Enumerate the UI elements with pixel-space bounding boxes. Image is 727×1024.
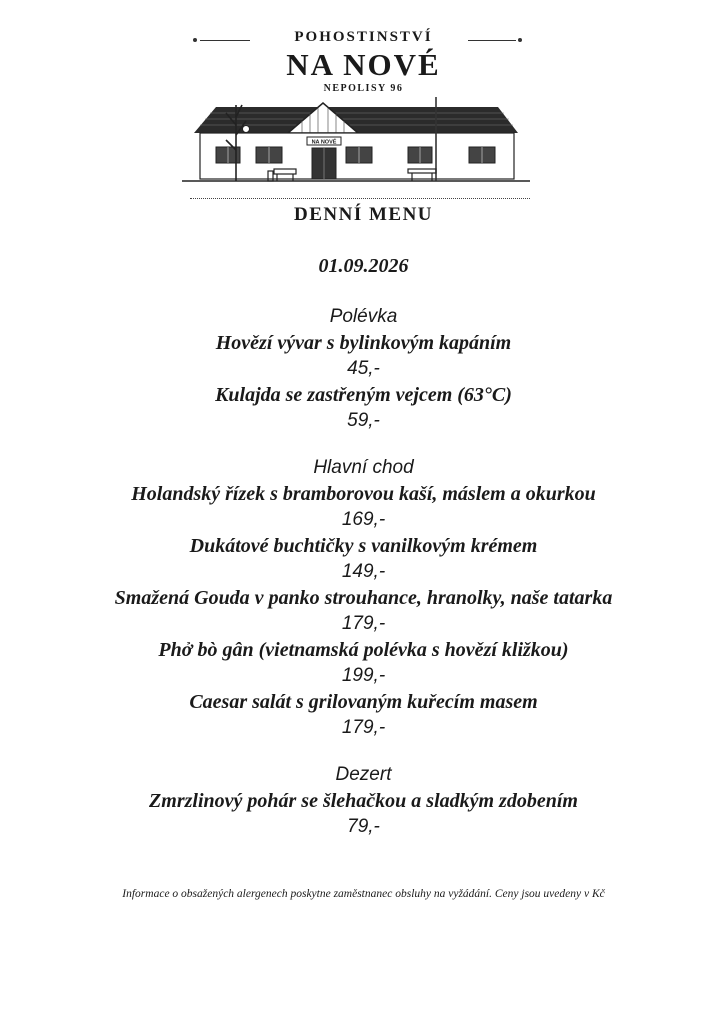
venue-name: NA NOVÉ: [286, 47, 441, 82]
menu-item-name: Caesar salát s grilovaným kuřecím masem: [189, 691, 538, 713]
menu-item-price: 79,-: [347, 816, 380, 837]
menu-list: [0, 304, 727, 861]
building-illustration: [180, 95, 535, 190]
venue-address: NEPOLISY 96: [323, 83, 404, 94]
menu-item-price: 59,-: [347, 410, 380, 431]
menu-item-name: Phở bò gân (vietnamská polévka s hovězí kližkou): [158, 639, 569, 661]
section-title: Dezert: [335, 764, 392, 785]
dotted-divider: [190, 198, 530, 199]
menu-item-name: Dukátové buchtičky s vanilkovým krémem: [189, 535, 538, 557]
menu-item-price: 179,-: [341, 717, 386, 738]
allergen-footnote: Informace o obsažených alergenech poskytne zaměstnanec obsluhy na vyžádání. Ceny jsou uvedeny v Kč: [122, 888, 605, 900]
venue-type: POHOSTINSTVÍ: [294, 29, 433, 45]
menu-item-price: 169,-: [341, 509, 386, 530]
menu-item-name: Holandský řízek s bramborovou kaší, máslem a okurkou: [131, 483, 596, 505]
menu-item-price: 179,-: [341, 613, 386, 634]
menu-title: DENNÍ MENU: [293, 204, 434, 225]
menu-item-name: Hovězí vývar s bylinkovým kapáním: [215, 332, 512, 354]
menu-item-price: 45,-: [347, 358, 380, 379]
section-title: Hlavní chod: [313, 457, 414, 478]
section-soup: [0, 304, 727, 434]
section-main-course: [0, 455, 727, 741]
menu-item-name: Smažená Gouda v panko strouhance, hranolky, naše tatarka: [114, 587, 613, 609]
menu-item-price: 199,-: [341, 665, 386, 686]
menu-item-price: 149,-: [341, 561, 386, 582]
section-dessert: [0, 762, 727, 840]
menu-item-name: Kulajda se zastřeným vejcem (63°C): [215, 384, 512, 406]
menu-item-name: Zmrzlinový pohár se šlehačkou a sladkým zdobením: [149, 790, 578, 812]
building-sign-text: NA NOVÉ: [311, 139, 337, 146]
menu-date: 01.09.2026: [318, 255, 409, 277]
section-title: Polévka: [329, 306, 398, 327]
